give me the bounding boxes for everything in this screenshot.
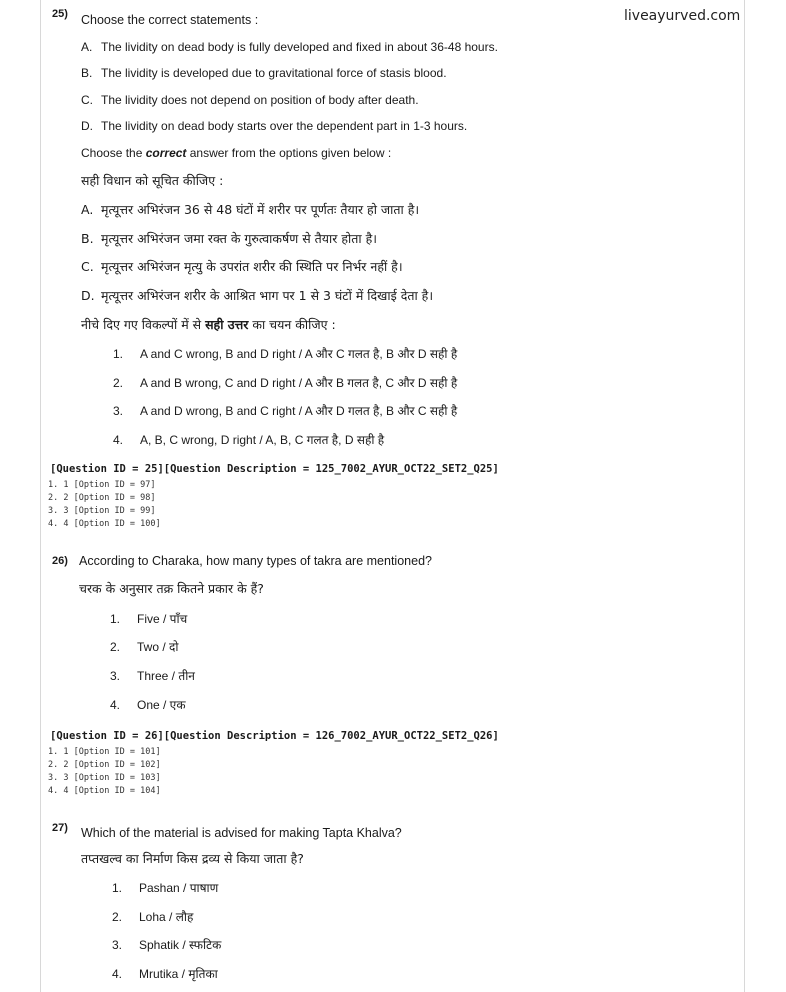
option-number: 3. <box>110 669 121 683</box>
watermark: liveayurved.com <box>624 8 741 24</box>
option-number: 4. <box>110 698 121 712</box>
statement-label: D. <box>81 119 93 133</box>
option-number: 2. <box>112 910 123 924</box>
answer-option[interactable] <box>112 879 218 896</box>
page-border-right <box>744 0 745 992</box>
hindi-instruction-emphasis: सही उत्तर <box>205 317 249 332</box>
answer-option[interactable] <box>110 667 195 684</box>
hindi-instruction <box>81 316 336 333</box>
hindi-statement <box>81 201 419 218</box>
instruction-emphasis: correct <box>145 146 187 160</box>
question-number: 27) <box>52 822 68 834</box>
hindi-question: चरक के अनुसार तक्र कितने प्रकार के हैं? <box>79 581 264 596</box>
option-text: A and D wrong, B and C right / A और D गलत है, B और C सही है <box>140 404 458 418</box>
answer-option[interactable] <box>113 431 384 448</box>
option-text: One / एक <box>137 698 186 712</box>
answer-option[interactable] <box>113 402 457 419</box>
hindi-statement-label: B. <box>81 231 94 246</box>
option-text: Loha / लौह <box>139 910 194 924</box>
option-number: 1. <box>113 347 124 361</box>
hindi-statement-text: मृत्यूत्तर अभिरंजन शरीर के आश्रित भाग पर 1 से 3 घंटों में दिखाई देता है। <box>101 288 434 303</box>
option-number: 3. <box>112 938 123 952</box>
hindi-statement <box>81 258 403 275</box>
option-id-line: 3. 3 [Option ID = 103] <box>48 773 161 783</box>
option-text: Pashan / पाषाण <box>139 881 219 895</box>
statement-text: The lividity does not depend on position of body after death. <box>101 93 419 107</box>
statement-label: C. <box>81 93 93 107</box>
statement <box>81 119 467 133</box>
option-text: Two / दो <box>137 640 179 654</box>
hindi-instruction-post: का चयन कीजिए : <box>248 317 336 332</box>
option-number: 1. <box>110 612 121 626</box>
option-number: 4. <box>113 433 124 447</box>
hindi-instruction-pre: नीचे दिए गए विकल्पों में से <box>81 317 206 332</box>
answer-option[interactable] <box>113 374 457 391</box>
option-id-line: 1. 1 [Option ID = 101] <box>48 747 161 757</box>
answer-option[interactable] <box>112 965 218 982</box>
answer-option[interactable] <box>110 638 179 655</box>
option-text: Sphatik / स्फटिक <box>139 938 222 952</box>
hindi-statement-label: D. <box>81 288 95 303</box>
hindi-statement <box>81 287 433 304</box>
statement-label: B. <box>81 66 93 80</box>
option-id-line: 4. 4 [Option ID = 100] <box>48 519 161 529</box>
option-text: Five / पाँच <box>137 612 188 626</box>
answer-option[interactable] <box>112 936 221 953</box>
question-number: 26) <box>52 555 68 567</box>
hindi-question: सही विधान को सूचित कीजिए : <box>81 173 224 188</box>
hindi-statement-label: A. <box>81 202 94 217</box>
option-id-line: 3. 3 [Option ID = 99] <box>48 506 156 516</box>
option-id-line: 1. 1 [Option ID = 97] <box>48 480 156 490</box>
hindi-statement-text: मृत्यूत्तर अभिरंजन मृत्यु के उपरांत शरीर की स्थिति पर निर्भर नहीं है। <box>101 259 403 274</box>
option-number: 2. <box>113 376 124 390</box>
option-text: A and C wrong, B and D right / A और C गलत है, B और D सही है <box>140 347 458 361</box>
statement-text: The lividity is developed due to gravitational force of stasis blood. <box>101 66 447 80</box>
statement <box>81 40 498 54</box>
answer-option[interactable] <box>110 696 186 713</box>
hindi-statement <box>81 230 377 247</box>
option-id-line: 4. 4 [Option ID = 104] <box>48 786 161 796</box>
statement <box>81 66 447 80</box>
question-meta: [Question ID = 26][Question Description = 126_7002_AYUR_OCT22_SET2_Q26] <box>50 730 499 742</box>
instruction <box>81 146 391 160</box>
option-text: Three / तीन <box>137 669 195 683</box>
option-number: 1. <box>112 881 123 895</box>
option-number: 4. <box>112 967 123 981</box>
option-number: 3. <box>113 404 124 418</box>
option-text: Mrutika / मृतिका <box>139 967 218 981</box>
question-number: 25) <box>52 8 68 20</box>
instruction-pre: Choose the <box>81 146 146 160</box>
option-text: A and B wrong, C and D right / A और B गलत है, C और D सही है <box>140 376 458 390</box>
option-number: 2. <box>110 640 121 654</box>
option-id-line: 2. 2 [Option ID = 98] <box>48 493 156 503</box>
answer-option[interactable] <box>113 345 457 362</box>
hindi-question: तप्तखल्व का निर्माण किस द्रव्य से किया जाता है? <box>81 851 304 866</box>
hindi-statement-text: मृत्यूत्तर अभिरंजन 36 से 48 घंटों में शरीर पर पूर्णतः तैयार हो जाता है। <box>101 202 420 217</box>
question-text: Which of the material is advised for making Tapta Khalva? <box>81 826 402 840</box>
question-text: Choose the correct statements : <box>81 13 259 27</box>
instruction-post: answer from the options given below : <box>186 146 392 160</box>
answer-option[interactable] <box>110 610 187 627</box>
question-text: According to Charaka, how many types of takra are mentioned? <box>79 554 432 568</box>
page-border-left <box>40 0 41 992</box>
hindi-statement-label: C. <box>81 259 94 274</box>
answer-option[interactable] <box>112 908 193 925</box>
statement-text: The lividity on dead body starts over the dependent part in 1-3 hours. <box>101 119 468 133</box>
hindi-statement-text: मृत्यूत्तर अभिरंजन जमा रक्त के गुरुत्वाकर्षण से तैयार होता है। <box>101 231 377 246</box>
statement <box>81 93 419 107</box>
question-meta: [Question ID = 25][Question Description = 125_7002_AYUR_OCT22_SET2_Q25] <box>50 463 499 475</box>
statement-label: A. <box>81 40 93 54</box>
statement-text: The lividity on dead body is fully developed and fixed in about 36-48 hours. <box>101 40 498 54</box>
option-id-line: 2. 2 [Option ID = 102] <box>48 760 161 770</box>
option-text: A, B, C wrong, D right / A, B, C गलत है, D सही है <box>140 433 385 447</box>
